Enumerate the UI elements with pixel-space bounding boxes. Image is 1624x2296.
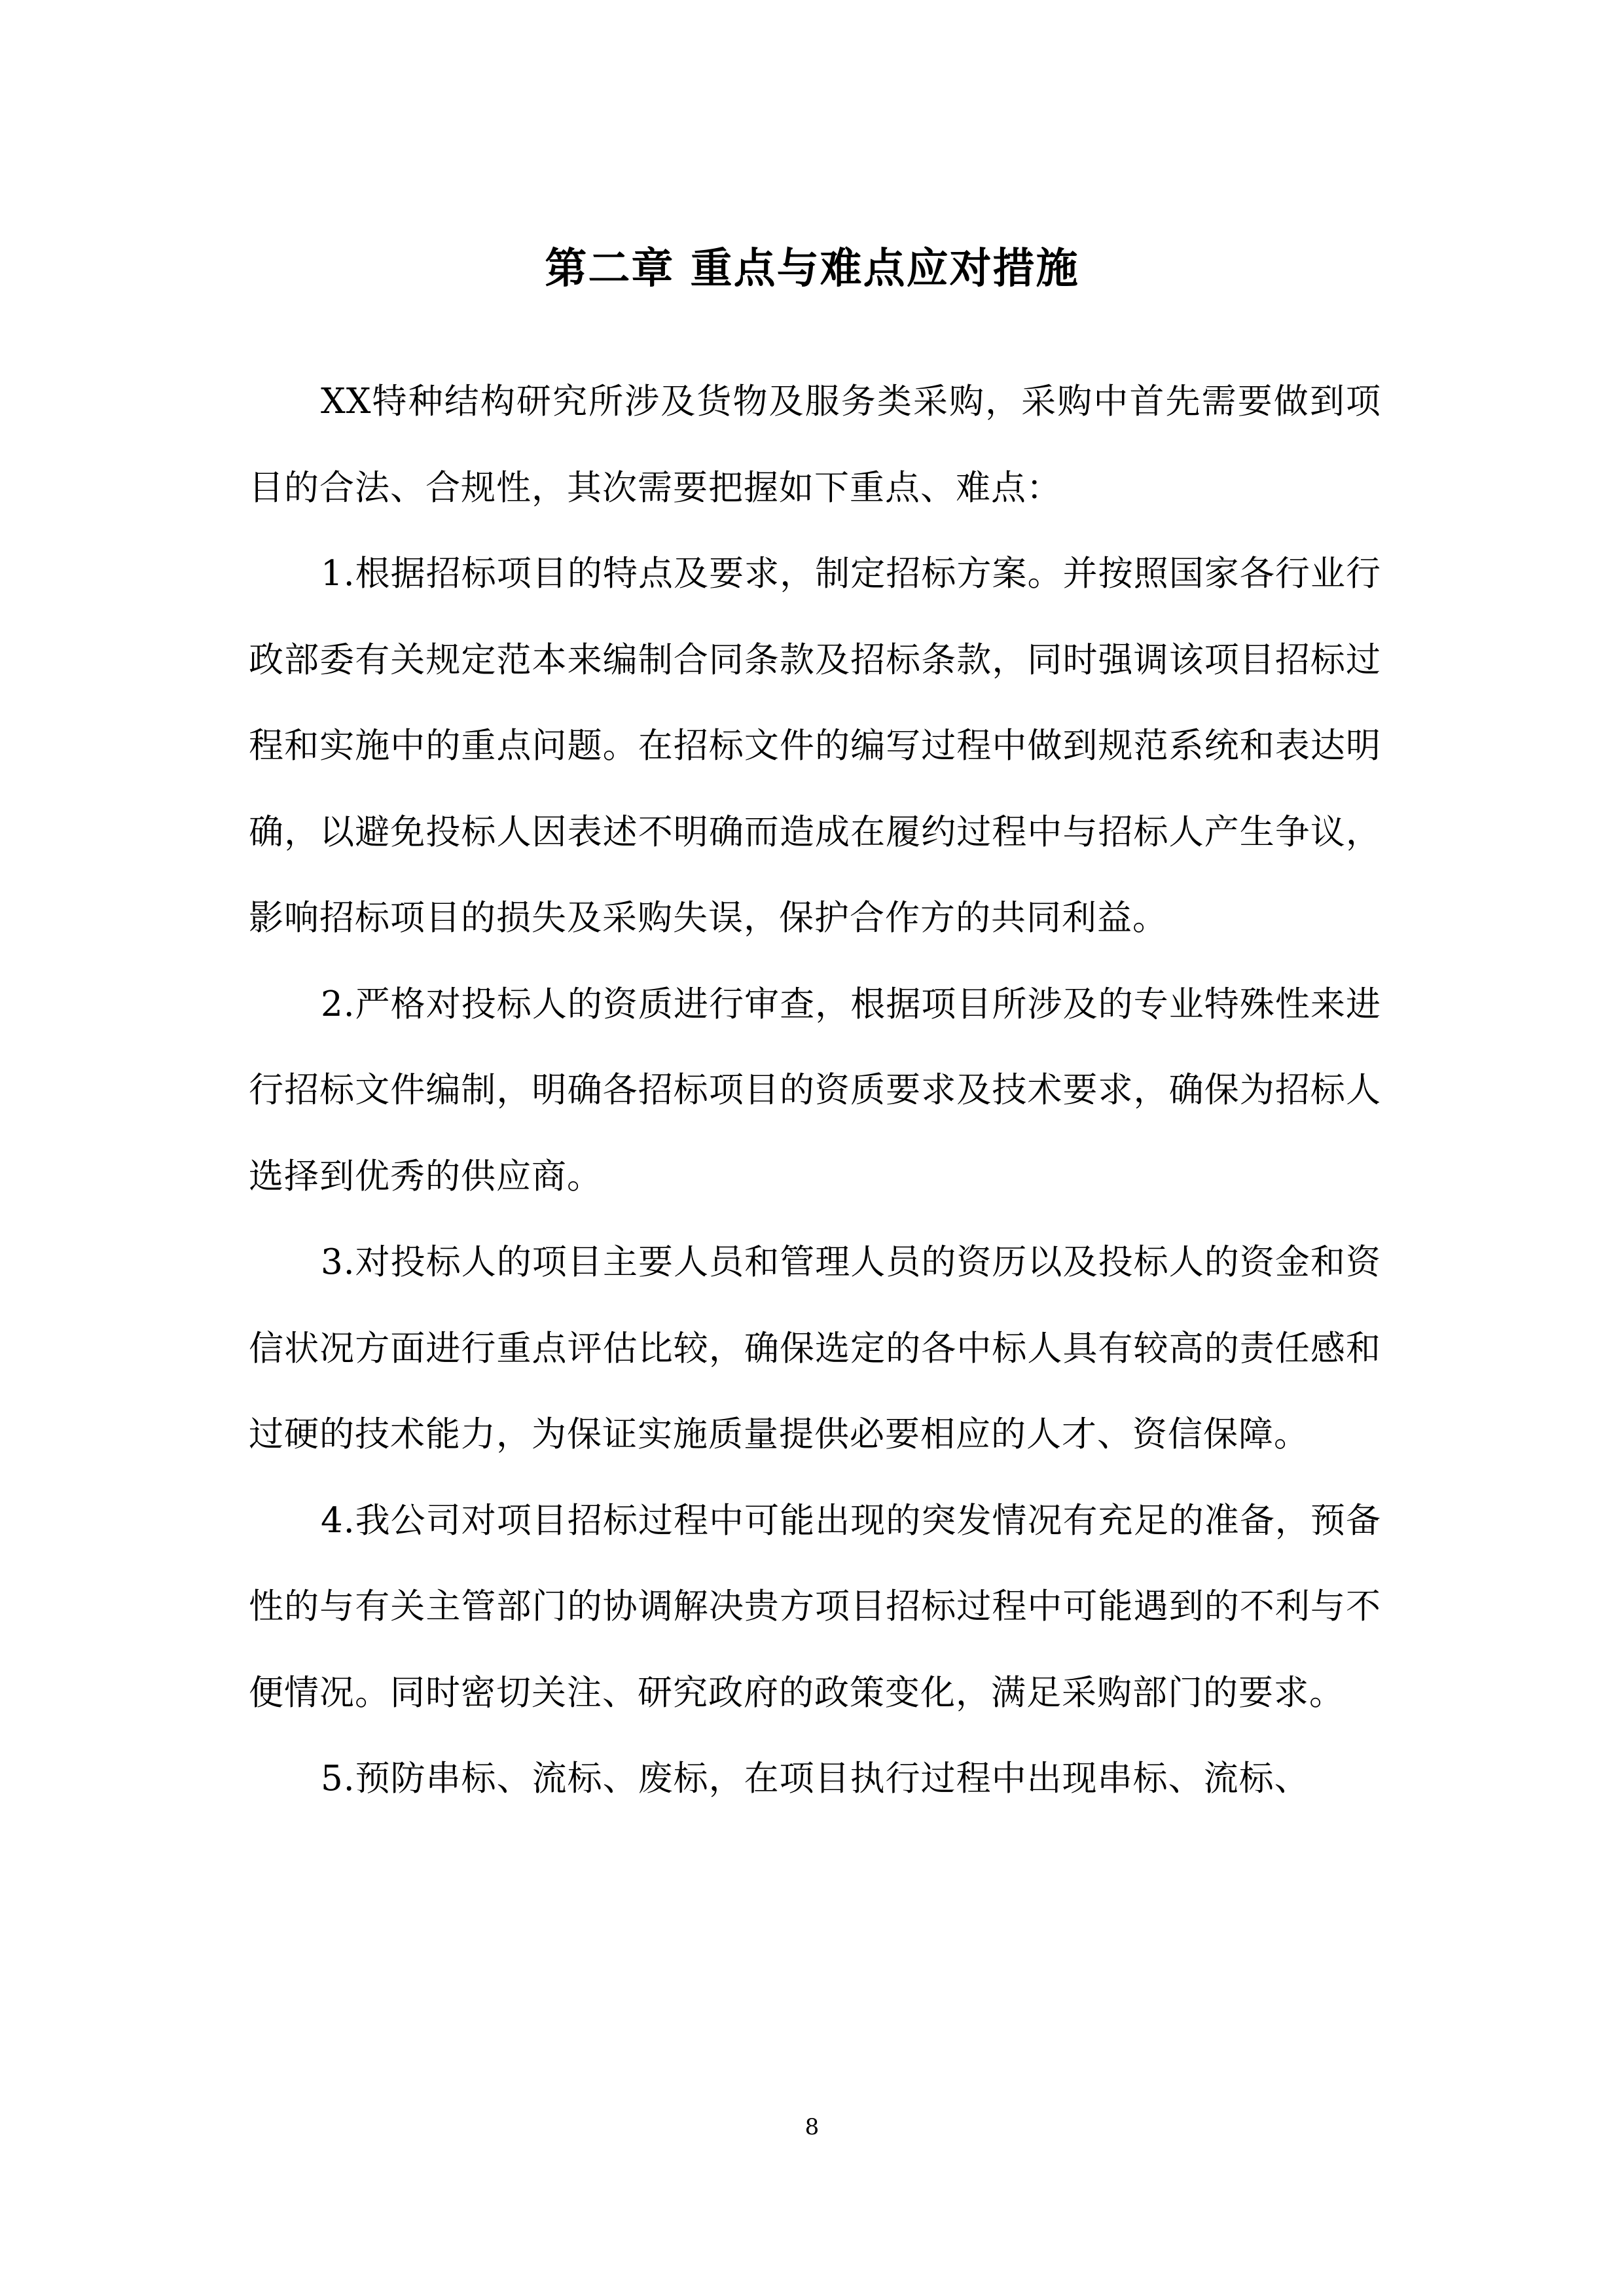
- paragraph-item-5: 5.预防串标、流标、废标，在项目执行过程中出现串标、流标、: [321, 1759, 1310, 1799]
- paragraph-intro: XX特种结构研究所涉及货物及服务类采购，采购中首先需要做到项目的合法、合规性，其次需要把握如下重点、难点：: [249, 382, 1381, 508]
- paragraph-item-1: 1.根据招标项目的特点及要求，制定招标方案。并按照国家各行业行政部委有关规定范本来编制合同条款及招标条款，同时强调该项目招标过程和实施中的重点问题。在招标文件的编写过程中做到规范系统和表达明确，以避免投标人因表述不明确而造成在履约过程中与招标人产生争议，影响招标项目的损失及采购失误，保护合作方的共同利益。: [249, 554, 1381, 938]
- paragraph-item-2: 2.严格对投标人的资质进行审查，根据项目所涉及的专业特殊性来进行招标文件编制，明确各招标项目的资质要求及技术要求，确保为招标人选择到优秀的供应商。: [249, 984, 1381, 1196]
- chapter-title: 第二章 重点与难点应对措施: [545, 244, 1079, 293]
- paragraph-item-3: 3.对投标人的项目主要人员和管理人员的资历以及投标人的资金和资信状况方面进行重点评估比较，确保选定的各中标人具有较高的责任感和过硬的技术能力，为保证实施质量提供必要相应的人才、资信保障。: [249, 1242, 1381, 1454]
- document-body: [249, 359, 1381, 1822]
- paragraph-item-4: 4.我公司对项目招标过程中可能出现的突发情况有充足的准备，预备性的与有关主管部门的协调解决贵方项目招标过程中可能遇到的不利与不便情况。同时密切关注、研究政府的政策变化，满足采购部门的要求。: [249, 1500, 1381, 1713]
- page-number: 8: [804, 2114, 820, 2140]
